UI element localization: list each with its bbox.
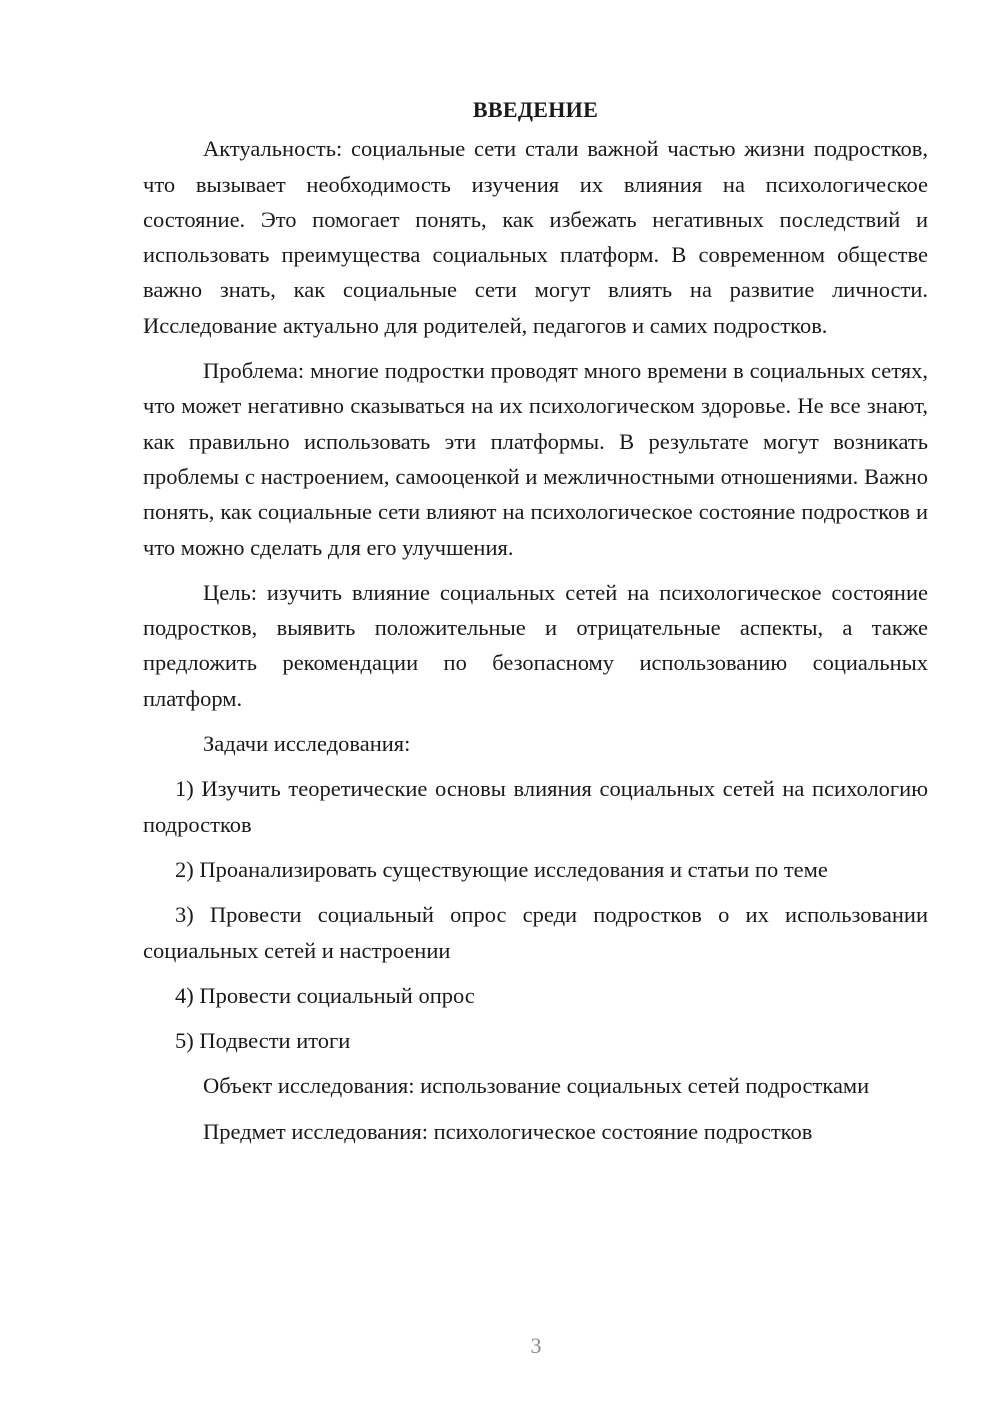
task-item-5: 5) Подвести итоги xyxy=(175,1028,351,1054)
tasks-heading: Задачи исследования: xyxy=(203,731,411,757)
object-paragraph: Объект исследования: использование социальных сетей подростками xyxy=(203,1073,870,1099)
relevance-paragraph: Актуальность: социальные сети стали важной частью жизни подростков, что вызывает необходимость изучения их влияния на психологическое состояние. Это помогает понять, как избежать негативных последствий и использовать преимущества социальных платформ. В современном обществе важно знать, как социальные сети могут влиять на развитие личности. Исследование актуально для родителей, педагогов и самих подростков. xyxy=(143,136,928,338)
task-item-4: 4) Провести социальный опрос xyxy=(175,982,475,1008)
task-item-1: 1) Изучить теоретические основы влияния социальных сетей на психологию подростков xyxy=(143,776,928,837)
problem-paragraph: Проблема: многие подростки проводят много времени в социальных сетях, что может негативно сказываться на их психологическом здоровье. Не все знают, как правильно использовать эти платформы. В результате могут возникать проблемы с настроением, самооценкой и межличностными отношениями. Важно понять, как социальные сети влияют на психологическое состояние подростков и что можно сделать для его улучшения. xyxy=(143,358,928,560)
section-title: ВВЕДЕНИЕ xyxy=(472,97,599,122)
task-item-3: 3) Провести социальный опрос среди подростков о их использовании социальных сетей и настроении xyxy=(143,902,928,963)
subject-paragraph: Предмет исследования: психологическое состояние подростков xyxy=(203,1118,813,1144)
page-number: 3 xyxy=(530,1333,542,1358)
task-item-2: 2) Проанализировать существующие исследования и статьи по теме xyxy=(175,856,828,882)
document-page xyxy=(143,92,928,1159)
goal-paragraph: Цель: изучить влияние социальных сетей на психологическое состояние подростков, выявить положительные и отрицательные аспекты, а также предложить рекомендации по безопасному использованию социальных платформ. xyxy=(143,579,928,711)
